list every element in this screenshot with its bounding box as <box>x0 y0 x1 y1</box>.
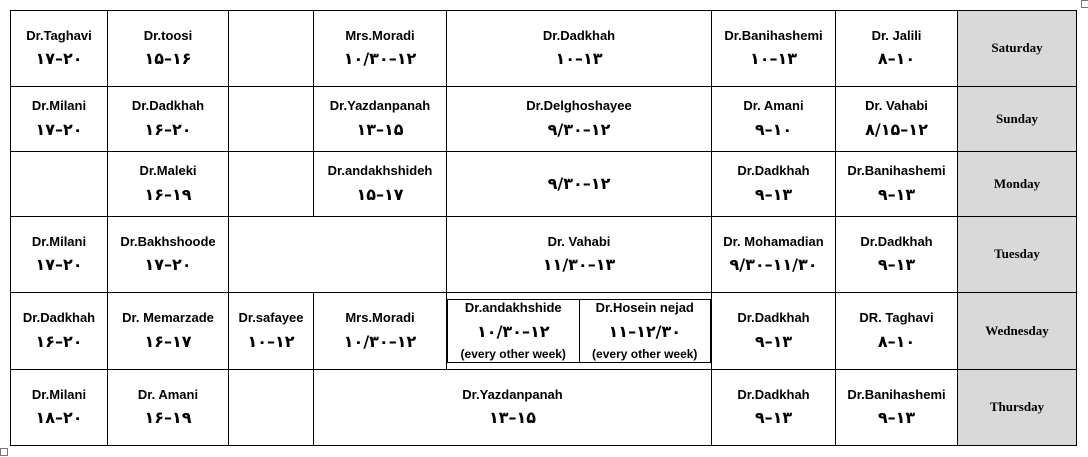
time-range: ۹–۱۳ <box>877 408 916 428</box>
cell-saturday-5 <box>447 11 712 87</box>
time-range: ۱۷–۲۰ <box>144 255 192 275</box>
doctor-name: Dr. Mohamadian <box>723 233 824 249</box>
cell-wednesday-3 <box>229 293 314 370</box>
cell-wednesday-5a <box>448 300 580 362</box>
doctor-name: Dr. Amani <box>137 386 199 402</box>
cell-sunday-7 <box>836 87 958 152</box>
time-range: ۹–۱۳ <box>754 408 793 428</box>
cell-monday-3-empty <box>229 152 314 217</box>
cell-monday-7 <box>836 152 958 217</box>
cell-sunday-5 <box>447 87 712 152</box>
table-row <box>11 87 1077 152</box>
day-label-monday: Monday <box>958 152 1077 217</box>
time-range: ۱۰–۱۳ <box>749 49 798 69</box>
cell-saturday-2 <box>108 11 229 87</box>
cell-thursday-7 <box>836 370 958 446</box>
time-range: ۸–۱۰ <box>877 331 916 351</box>
time-range: ۹–۱۳ <box>877 184 916 204</box>
cell-thursday-3-empty <box>229 370 314 446</box>
time-range: ۱۰–۱۳ <box>555 49 603 69</box>
cell-thursday-4-5 <box>314 370 712 446</box>
cell-wednesday-5 <box>447 293 712 370</box>
cell-thursday-2 <box>108 370 229 446</box>
cell-monday-5 <box>447 152 712 217</box>
table-handle-bottom-left[interactable] <box>0 448 8 456</box>
doctor-name: Dr. Jalili <box>871 27 922 43</box>
cell-saturday-7 <box>836 11 958 87</box>
doctor-name: Dr. Vahabi <box>865 98 928 114</box>
time-range: ۹–۱۳ <box>754 184 793 204</box>
cell-sunday-3-empty <box>229 87 314 152</box>
doctor-name: Dr.Yazdanpanah <box>329 98 431 114</box>
table-row <box>11 152 1077 217</box>
cell-monday-1-empty <box>11 152 108 217</box>
day-label-saturday: Saturday <box>958 11 1077 87</box>
day-label-tuesday: Tuesday <box>958 217 1077 293</box>
time-range: ۹/۳۰–۱۱/۳۰ <box>729 255 818 275</box>
time-range: ۱۰/۳۰–۱۲ <box>477 321 550 341</box>
cell-saturday-1 <box>11 11 108 87</box>
time-range: ۸–۱۰ <box>877 49 916 69</box>
frequency-note: (every other week) <box>460 346 566 361</box>
doctor-name: Mrs.Moradi <box>345 27 415 43</box>
cell-monday-4 <box>314 152 447 217</box>
cell-sunday-2 <box>108 87 229 152</box>
cell-monday-6 <box>712 152 836 217</box>
doctor-name: Dr.Banihashemi <box>724 27 823 43</box>
time-range: ۱۸–۲۰ <box>35 408 83 428</box>
cell-tuesday-3-4-empty <box>229 217 447 293</box>
doctor-name: Dr.Taghavi <box>26 27 92 43</box>
time-range: ۱۱–۱۲/۳۰ <box>608 321 681 341</box>
doctor-name: Dr. Amani <box>743 98 804 114</box>
doctor-name: Dr.Maleki <box>139 163 197 179</box>
time-range: ۱۰/۳۰–۱۲ <box>343 49 417 69</box>
doctor-name: Dr.Milani <box>31 233 87 249</box>
doctor-name: Dr.toosi <box>143 27 193 43</box>
cell-saturday-4 <box>314 11 447 87</box>
cell-wednesday-5b <box>579 300 711 362</box>
cell-saturday-6 <box>712 11 836 87</box>
cell-tuesday-6 <box>712 217 836 293</box>
cell-saturday-3-empty <box>229 11 314 87</box>
time-range: ۱۱/۳۰–۱۳ <box>542 255 616 275</box>
doctor-name: Dr.Dadkhah <box>542 27 616 43</box>
doctor-name: Dr.andakhshide <box>464 300 562 316</box>
doctor-name: Dr.andakhshideh <box>327 163 433 179</box>
doctor-name: Dr.Milani <box>31 386 87 402</box>
table-row <box>11 11 1077 87</box>
time-range: ۱۵–۱۷ <box>356 184 404 204</box>
doctor-name: Dr.Dadkhah <box>860 233 933 249</box>
doctor-name: Dr.Dadkhah <box>131 98 205 114</box>
cell-wednesday-2 <box>108 293 229 370</box>
doctor-name: Dr.Banihashemi <box>847 163 946 179</box>
cell-tuesday-2 <box>108 217 229 293</box>
time-range: ۱۵–۱۶ <box>144 49 192 69</box>
day-label-thursday: Thursday <box>958 370 1077 446</box>
table-row <box>11 293 1077 370</box>
cell-tuesday-7 <box>836 217 958 293</box>
cell-wednesday-4 <box>314 293 447 370</box>
cell-monday-2 <box>108 152 229 217</box>
time-range: ۱۶–۲۰ <box>35 331 83 351</box>
time-range: ۱۶–۲۰ <box>144 119 192 139</box>
time-range: ۱۷–۲۰ <box>35 119 83 139</box>
split-cell <box>447 299 711 362</box>
day-label-wednesday: Wednesday <box>958 293 1077 370</box>
doctor-name: Dr.safayee <box>238 310 304 326</box>
table-row <box>11 370 1077 446</box>
time-range: ۹/۳۰–۱۲ <box>547 174 611 193</box>
cell-sunday-4 <box>314 87 447 152</box>
time-range: ۱۶–۱۹ <box>144 184 192 204</box>
doctor-name: Mrs.Moradi <box>345 310 415 326</box>
doctor-name: Dr.Bakhshoode <box>120 233 216 249</box>
doctor-name: Dr.Dadkhah <box>22 310 96 326</box>
table-handle-top-right[interactable] <box>1081 0 1088 8</box>
doctor-name: Dr.Hosein nejad <box>595 300 694 316</box>
cell-sunday-6 <box>712 87 836 152</box>
doctor-name: Dr.Delghoshayee <box>526 98 632 114</box>
time-range: ۹–۱۳ <box>754 331 793 351</box>
doctor-name: Dr. Memarzade <box>122 310 214 326</box>
doctor-name: Dr.Milani <box>31 98 87 114</box>
cell-sunday-1 <box>11 87 108 152</box>
frequency-note: (every other week) <box>592 346 698 361</box>
time-range: ۹/۳۰–۱۲ <box>547 119 611 139</box>
time-range: ۱۷–۲۰ <box>35 255 83 275</box>
doctor-name: DR. Taghavi <box>859 310 934 326</box>
time-range: ۱۳–۱۵ <box>356 119 404 139</box>
time-range: ۱۰/۳۰–۱۲ <box>343 331 417 351</box>
time-range: ۱۶–۱۷ <box>144 331 192 351</box>
table-row <box>11 217 1077 293</box>
time-range: ۱۰–۱۲ <box>247 331 295 351</box>
day-label-sunday: Sunday <box>958 87 1077 152</box>
cell-wednesday-1 <box>11 293 108 370</box>
cell-thursday-6 <box>712 370 836 446</box>
cell-wednesday-6 <box>712 293 836 370</box>
cell-wednesday-7 <box>836 293 958 370</box>
time-range: ۹–۱۰ <box>754 119 793 139</box>
cell-tuesday-5 <box>447 217 712 293</box>
cell-tuesday-1 <box>11 217 108 293</box>
cell-thursday-1 <box>11 370 108 446</box>
time-range: ۱۶–۱۹ <box>144 408 192 428</box>
time-range: ۱۷–۲۰ <box>35 49 83 69</box>
doctor-name: Dr. Vahabi <box>547 233 611 249</box>
doctor-name: Dr.Dadkhah <box>737 386 810 402</box>
time-range: ۹–۱۳ <box>877 255 916 275</box>
time-range: ۸/۱۵–۱۲ <box>865 119 928 139</box>
doctor-name: Dr.Dadkhah <box>737 310 810 326</box>
schedule-table <box>10 10 1077 446</box>
doctor-name: Dr.Dadkhah <box>737 163 810 179</box>
time-range: ۱۳–۱۵ <box>488 408 537 428</box>
doctor-name: Dr.Yazdanpanah <box>462 386 563 402</box>
doctor-name: Dr.Banihashemi <box>847 386 946 402</box>
